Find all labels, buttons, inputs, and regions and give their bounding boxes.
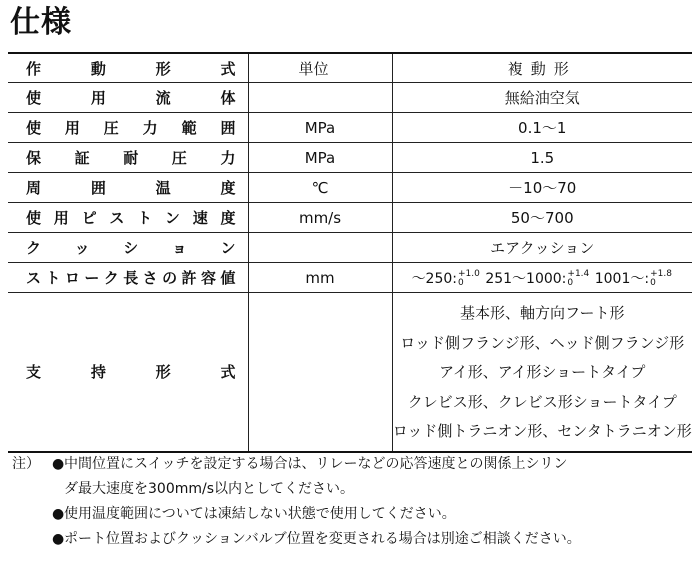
table-row-stroke [8,263,692,293]
row-value: エアクッション [392,233,692,263]
row-value: 無給油空気 [392,83,692,113]
row-unit: ℃ [248,173,392,203]
row-unit [248,83,392,113]
table-row-support [8,293,692,452]
support-type: アイ形、アイ形ショートタイプ [439,363,646,381]
support-type: 基本形、軸方向フート形 [459,304,625,322]
tolerance-1: +1.0 0 [458,268,480,288]
header-item [8,53,248,83]
row-name: ク ッ シ ョ ン [26,239,236,257]
bullet-icon: ● [52,506,65,522]
row-unit [248,233,392,263]
row-name: 周 囲 温 度 [26,179,236,197]
notes-label: 注） [12,456,40,472]
row-unit [248,293,392,452]
row-name: 使 用 流 体 [26,89,236,107]
note-item: ● ポート位置およびクッションバルブ位置を変更される場合は別途ご相談ください。 [12,527,581,552]
tolerance-2: +1.4 0 [567,268,590,288]
header-item-label: 作 動 形 式 [26,59,236,78]
notes [12,452,581,552]
table-row [8,143,692,173]
row-unit: MPa [248,143,392,173]
support-type: ロッド側トラニオン形、センタトラニオン形 [392,422,692,440]
tolerance-3: +1.8 0 [650,268,672,288]
bullet-icon: ● [52,531,65,547]
table-header-row [8,53,692,83]
row-value: －10～70 [392,173,692,203]
row-unit: mm [248,263,392,293]
spec-table [8,52,692,453]
row-name: 保 証 耐 圧 力 [26,149,236,167]
row-name: 使 用 圧 力 範 囲 [26,119,236,137]
note-item: ● 使用温度範囲については凍結しない状態で使用してください。 [12,502,581,527]
row-name: 使 用 ピ ス ト ン 速 度 [26,209,236,227]
row-value: 0.1～1 [392,113,692,143]
row-unit: mm/s [248,203,392,233]
table-row [8,113,692,143]
bullet-icon: ● [52,456,65,472]
support-types [392,293,692,452]
stroke-tolerance-value: ～250: +1.0 0 251～1000: +1.4 0 1001～: +1.8 0 [392,263,692,293]
header-unit: 単 位 [248,53,392,83]
table-row [8,233,692,263]
row-value: 50～700 [392,203,692,233]
row-name: ス ト ロ ー ク 長 さ の 許 容 値 [26,269,236,287]
row-name: 支 持 形 式 [26,363,236,382]
note-item-continued: ダ最大速度を300mm/s以内としてください。 [64,481,355,497]
support-type: クレビス形、クレビス形ショートタイプ [407,392,677,411]
page-title: 仕様 [10,5,72,40]
row-unit: MPa [248,113,392,143]
support-type: ロッド側フランジ形、ヘッド側フランジ形 [400,333,685,352]
table-row [8,173,692,203]
header-value: 複動形 [392,53,692,83]
note-item: 注） ● 中間位置にスイッチを設定する場合は、リレーなどの応答速度との関係上シリン [12,452,581,477]
row-value: 1.5 [392,143,692,173]
table-row [8,83,692,113]
table-row [8,203,692,233]
